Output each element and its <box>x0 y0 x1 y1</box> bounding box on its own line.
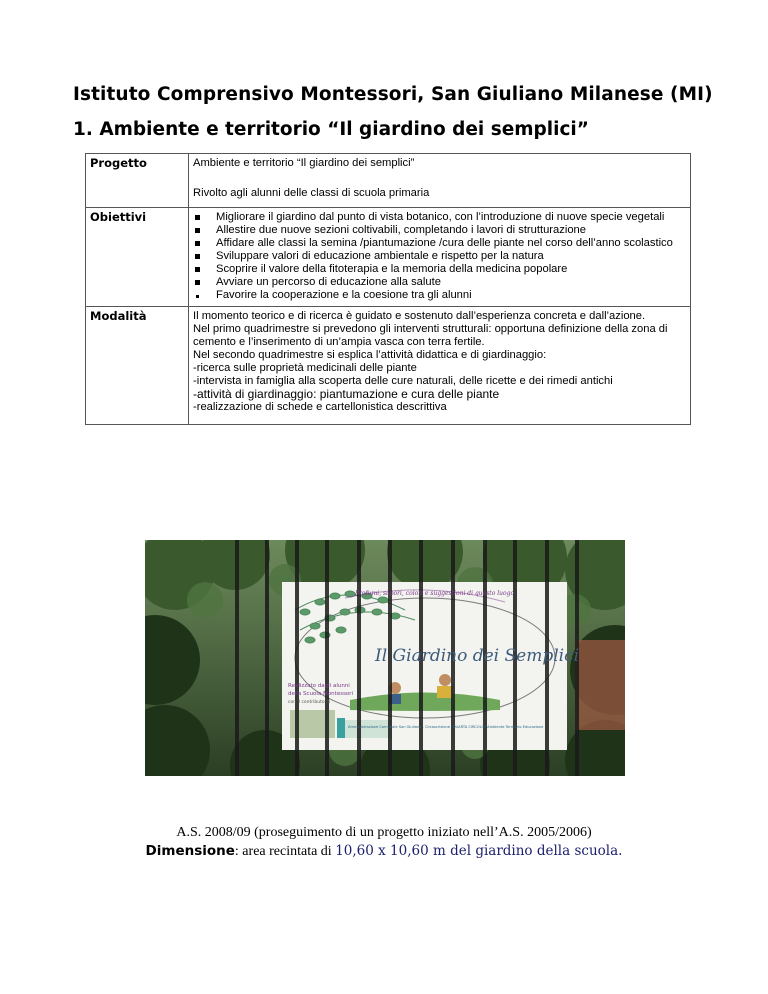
banner-title: Il Giardino dei Semplici <box>375 646 580 666</box>
obiettivi-list <box>193 211 686 302</box>
bullet-icon <box>195 241 200 246</box>
label-obiettivi: Obiettivi <box>86 208 189 307</box>
dimension-mid: : area recintata di <box>234 844 336 859</box>
row-obiettivi <box>86 208 691 307</box>
list-item: Affidare alle classi la semina /piantumazione /cura delle piante nel corso dell’anno scolastico <box>193 237 686 250</box>
modalita-line: -attività di giardinaggio: piantumazione e cura delle piante <box>193 387 500 401</box>
banner-left-text-3: con il contributo di <box>288 700 331 705</box>
row-progetto <box>86 154 691 208</box>
row-modalita <box>86 307 691 425</box>
cell-progetto <box>189 154 691 208</box>
modalita-line: -realizzazione di schede e cartellonistica descrittiva <box>193 401 447 413</box>
list-item: Migliorare il giardino dal punto di vista botanico, con l’introduzione di nuove specie vegetali <box>193 211 686 224</box>
bullet-icon <box>195 228 200 233</box>
banner-arc-text: Profumi, sapori, colori e suggestioni di questo luogo <box>355 590 515 597</box>
dimension-label: Dimensione <box>145 843 235 859</box>
label-modalita: Modalità <box>86 307 189 425</box>
section-heading: 1. Ambiente e territorio “Il giardino dei semplici” <box>73 119 589 140</box>
banner-bottom-text: Amministrazione Comunale San Giuliano - Circoscrizione "QUARTA CIRCOLO" Ambiente Territorio Educazione <box>348 725 544 729</box>
bullet-icon <box>196 295 199 298</box>
list-item: Favorire la cooperazione e la coesione tra gli alunni <box>193 289 686 302</box>
garden-banner-photo <box>145 540 625 776</box>
modalita-line: Il momento teorico e di ricerca è guidato e sostenuto dall’esperienza concreta e dall’azione. <box>193 310 646 322</box>
dimension-value: 10,60 x 10,60 m del giardino della scuola. <box>335 843 623 859</box>
bullet-icon <box>195 254 200 259</box>
cell-modalita <box>189 307 691 425</box>
list-item: Avviare un percorso di educazione alla salute <box>193 276 686 289</box>
bullet-icon <box>195 215 200 220</box>
modalita-line: -intervista in famiglia alla scoperta delle cure naturali, delle ricette e dei rimedi antichi <box>193 375 613 387</box>
modalita-line: Nel primo quadrimestre si prevedono gli interventi strutturali: opportuna definizione della zona di cemento e l’inserimento di un’ampia vasca con terra fertile. <box>193 323 668 348</box>
caption-dimension <box>0 843 768 860</box>
list-item: Scoprire il valore della fitoterapia e la memoria della medicina popolare <box>193 263 686 276</box>
modalita-line: -ricerca sulle proprietà medicinali delle piante <box>193 362 417 374</box>
banner-left-text-1: Realizzato dagli alunni <box>288 683 350 689</box>
list-item: Sviluppare valori di educazione ambientale e rispetto per la natura <box>193 250 686 263</box>
bullet-icon <box>195 267 200 272</box>
caption-school-year: A.S. 2008/09 (proseguimento di un progetto iniziato nell’A.S. 2005/2006) <box>176 825 592 840</box>
project-table <box>85 153 691 425</box>
modalita-line: Nel secondo quadrimestre si esplica l’attività didattica e di giardinaggio: <box>193 349 547 361</box>
bullet-icon <box>195 280 200 285</box>
label-progetto: Progetto <box>86 154 189 208</box>
cell-obiettivi <box>189 208 691 307</box>
banner-left-text-2: della Scuola Montessori <box>288 691 354 697</box>
progetto-title: Ambiente e territorio “Il giardino dei semplici” <box>193 157 415 169</box>
progetto-target: Rivolto agli alunni delle classi di scuola primaria <box>193 187 430 199</box>
school-heading: Istituto Comprensivo Montessori, San Giuliano Milanese (MI) <box>73 84 713 105</box>
list-item: Allestire due nuove sezioni coltivabili, completando i lavori di strutturazione <box>193 224 686 237</box>
